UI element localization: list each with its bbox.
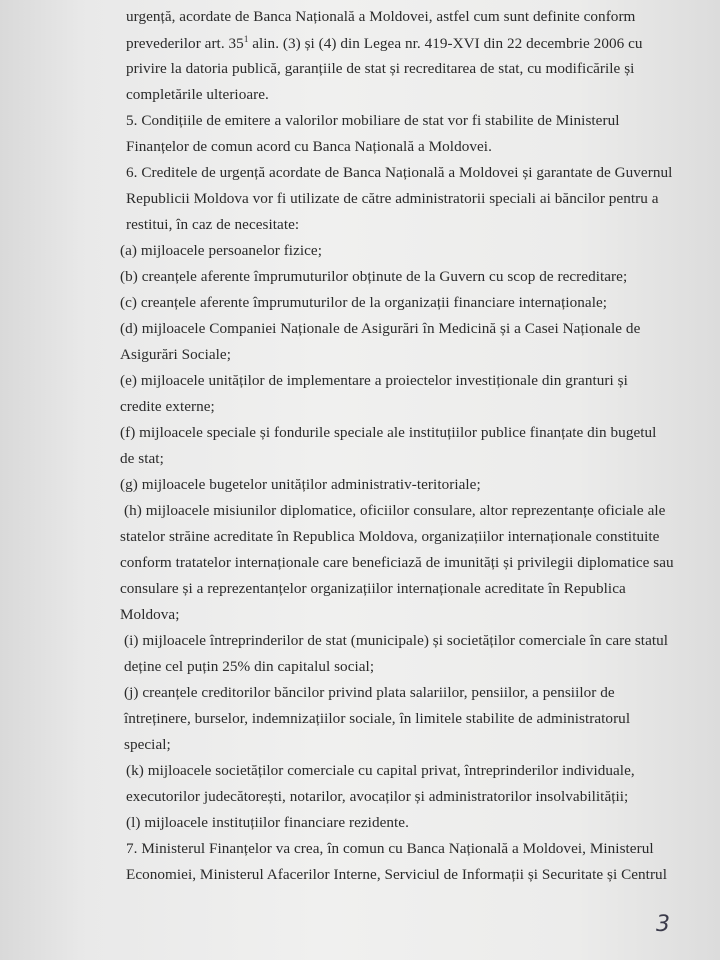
text-line: întreținere, burselor, indemnizațiilor sociale, în limitele stabilite de administratorul — [124, 710, 631, 727]
text-line: completările ulterioare. — [126, 86, 269, 103]
text-line: (k) mijloacele societăților comerciale cu capital privat, întreprinderilor individuale, — [126, 762, 635, 779]
text-line: de stat; — [120, 450, 164, 467]
text-line: Moldova; — [120, 606, 180, 623]
text-line: (d) mijloacele Companiei Naționale de Asigurări în Medicină și a Casei Naționale de — [120, 320, 641, 337]
text-line: (f) mijloacele speciale și fondurile speciale ale instituțiilor publice finanțate din bugetul — [120, 424, 657, 441]
text-line: urgență, acordate de Banca Națională a Moldovei, astfel cum sunt definite conform — [126, 8, 636, 25]
text-line: consulare și a reprezentanțelor organizațiilor internaționale acreditate în Republica — [120, 580, 626, 597]
text-line: 7. Ministerul Finanțelor va crea, în comun cu Banca Națională a Moldovei, Ministerul — [126, 840, 654, 857]
text-line: 6. Creditele de urgență acordate de Banca Națională a Moldovei și garantate de Guvernul — [126, 164, 673, 181]
text-line: privire la datoria publică, garanțiile de stat și recreditarea de stat, cu modificările și — [126, 60, 635, 77]
text-line: Republicii Moldova vor fi utilizate de către administratorii speciali ai băncilor pentru a — [126, 190, 659, 207]
text-line: (l) mijloacele instituțiilor financiare rezidente. — [126, 814, 409, 831]
text-line: conform tratatelor internaționale care beneficiază de imunități și privilegii diplomatice sau — [120, 554, 674, 571]
text-line: credite externe; — [120, 398, 215, 415]
text-line: special; — [124, 736, 171, 753]
page-number: 3 — [656, 912, 670, 937]
text-line: (h) mijloacele misiunilor diplomatice, oficiilor consulare, altor reprezentanțe oficiale ale — [124, 502, 666, 519]
text-line: restitui, în caz de necesitate: — [126, 216, 300, 233]
text-line: executorilor judecătorești, notarilor, avocaților și administratorilor insolvabilității; — [126, 788, 629, 805]
text-line: Finanțelor de comun acord cu Banca Națională a Moldovei. — [126, 138, 492, 155]
text-line: (j) creanțele creditorilor băncilor privind plata salariilor, pensiilor, a pensiilor de — [124, 684, 615, 701]
text-line: (e) mijloacele unităților de implementare a proiectelor investiționale din granturi și — [120, 372, 628, 389]
text-line: Asigurări Sociale; — [120, 346, 231, 363]
text-line: Economiei, Ministerul Afacerilor Interne, Serviciul de Informații și Securitate și Centrul — [126, 866, 667, 883]
text-line: prevederilor art. $35^1$ alin. (3) și (4) din Legea nr. 419-XVI din 22 decembrie 2006 cu — [126, 34, 643, 53]
text-line: statelor străine acreditate în Republica Moldova, organizațiilor internaționale constituite — [120, 528, 660, 545]
text-line: (g) mijloacele bugetelor unităților administrativ-teritoriale; — [120, 476, 481, 493]
text-line: (b) creanțele aferente împrumuturilor obținute de la Guvern cu scop de recreditare; — [120, 268, 628, 285]
text-line: (c) creanțele aferente împrumuturilor de la organizații financiare internaționale; — [120, 294, 608, 311]
text-line: (i) mijloacele întreprinderilor de stat (municipale) și societăților comerciale în care statul — [124, 632, 669, 649]
text-line: 5. Condițiile de emitere a valorilor mobiliare de stat vor fi stabilite de Ministerul — [126, 112, 620, 129]
text-line: deține cel puțin 25% din capitalul social; — [124, 658, 375, 675]
text-line: (a) mijloacele persoanelor fizice; — [120, 242, 322, 259]
